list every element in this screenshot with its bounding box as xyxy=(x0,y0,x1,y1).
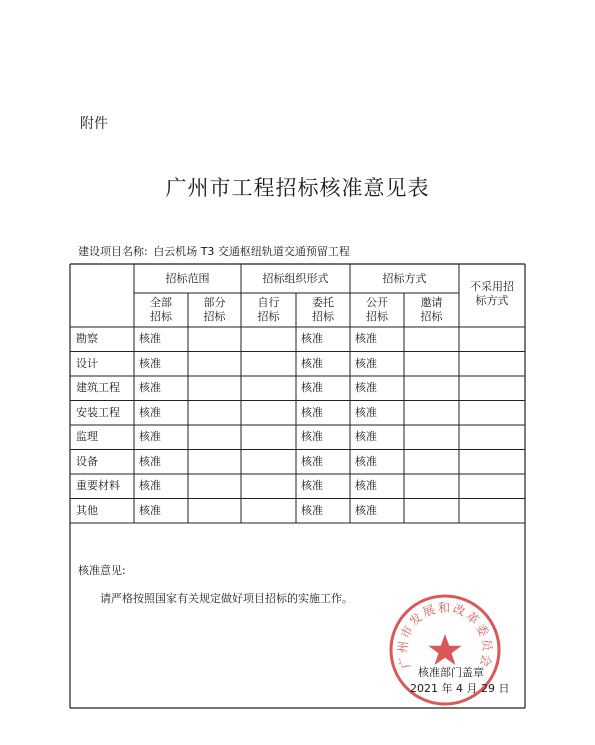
opinion-label: 核准意见: xyxy=(78,564,126,577)
approval-cell: 核准 xyxy=(301,332,323,345)
seal-label: 核准部门盖章 xyxy=(418,666,484,679)
approval-cell: 核准 xyxy=(355,405,377,419)
project-label: 建设项目名称: xyxy=(78,245,148,258)
approval-cell: 核准 xyxy=(139,454,161,468)
approval-cell: 核准 xyxy=(139,381,161,394)
attachment-label: 附件 xyxy=(80,116,108,132)
project-name: 白云机场 T3 交通枢纽轨道交通预留工程 xyxy=(153,245,350,258)
approval-date: 2021 年 4 月 29 日 xyxy=(410,682,510,695)
row-label: 设备 xyxy=(76,454,98,468)
row-label: 重要材料 xyxy=(76,479,120,492)
approval-cell: 核准 xyxy=(355,503,377,517)
approval-cell: 核准 xyxy=(301,430,323,443)
row-label: 勘察 xyxy=(76,332,98,345)
header-scope: 招标范围 xyxy=(165,272,210,285)
header-organization: 招标组织形式 xyxy=(262,272,329,285)
approval-cell: 核准 xyxy=(355,332,377,345)
approval-cell: 核准 xyxy=(139,405,161,419)
header-method: 招标方式 xyxy=(382,272,427,285)
subheader: 部分招标 xyxy=(203,296,226,323)
seal-star xyxy=(428,634,461,665)
approval-cell: 核准 xyxy=(301,356,323,370)
approval-cell: 核准 xyxy=(139,479,161,492)
approval-cell: 核准 xyxy=(301,479,323,492)
row-label: 安装工程 xyxy=(76,405,120,419)
row-label: 其他 xyxy=(76,503,98,517)
seal-text: 广州市发展和改革委员会 xyxy=(395,600,495,671)
approval-cell: 核准 xyxy=(139,332,161,345)
approval-cell: 核准 xyxy=(301,503,323,517)
approval-cell: 核准 xyxy=(355,479,377,492)
subheader: 邀请招标 xyxy=(420,296,443,323)
header-no-bidding: 不采用招标方式 xyxy=(470,280,514,307)
page-title: 广州市工程招标核准意见表 xyxy=(165,176,430,200)
approval-cell: 核准 xyxy=(301,454,323,468)
approval-cell: 核准 xyxy=(139,356,161,370)
subheader: 全部招标 xyxy=(150,296,172,323)
row-label: 建筑工程 xyxy=(76,381,120,394)
approval-cell: 核准 xyxy=(301,405,323,419)
row-label: 设计 xyxy=(76,356,98,370)
subheader: 委托招标 xyxy=(312,296,334,323)
opinion-text: 请严格按照国家有关规定做好项目招标的实施工作。 xyxy=(100,592,353,605)
approval-cell: 核准 xyxy=(301,381,323,394)
approval-cell: 核准 xyxy=(139,503,161,517)
subheader: 自行招标 xyxy=(257,296,280,323)
approval-cell: 核准 xyxy=(355,430,377,443)
row-label: 监理 xyxy=(76,430,98,443)
subheader: 公开招标 xyxy=(366,296,388,323)
approval-cell: 核准 xyxy=(355,381,377,394)
approval-cell: 核准 xyxy=(139,430,161,443)
approval-cell: 核准 xyxy=(355,454,377,468)
approval-cell: 核准 xyxy=(355,356,377,370)
